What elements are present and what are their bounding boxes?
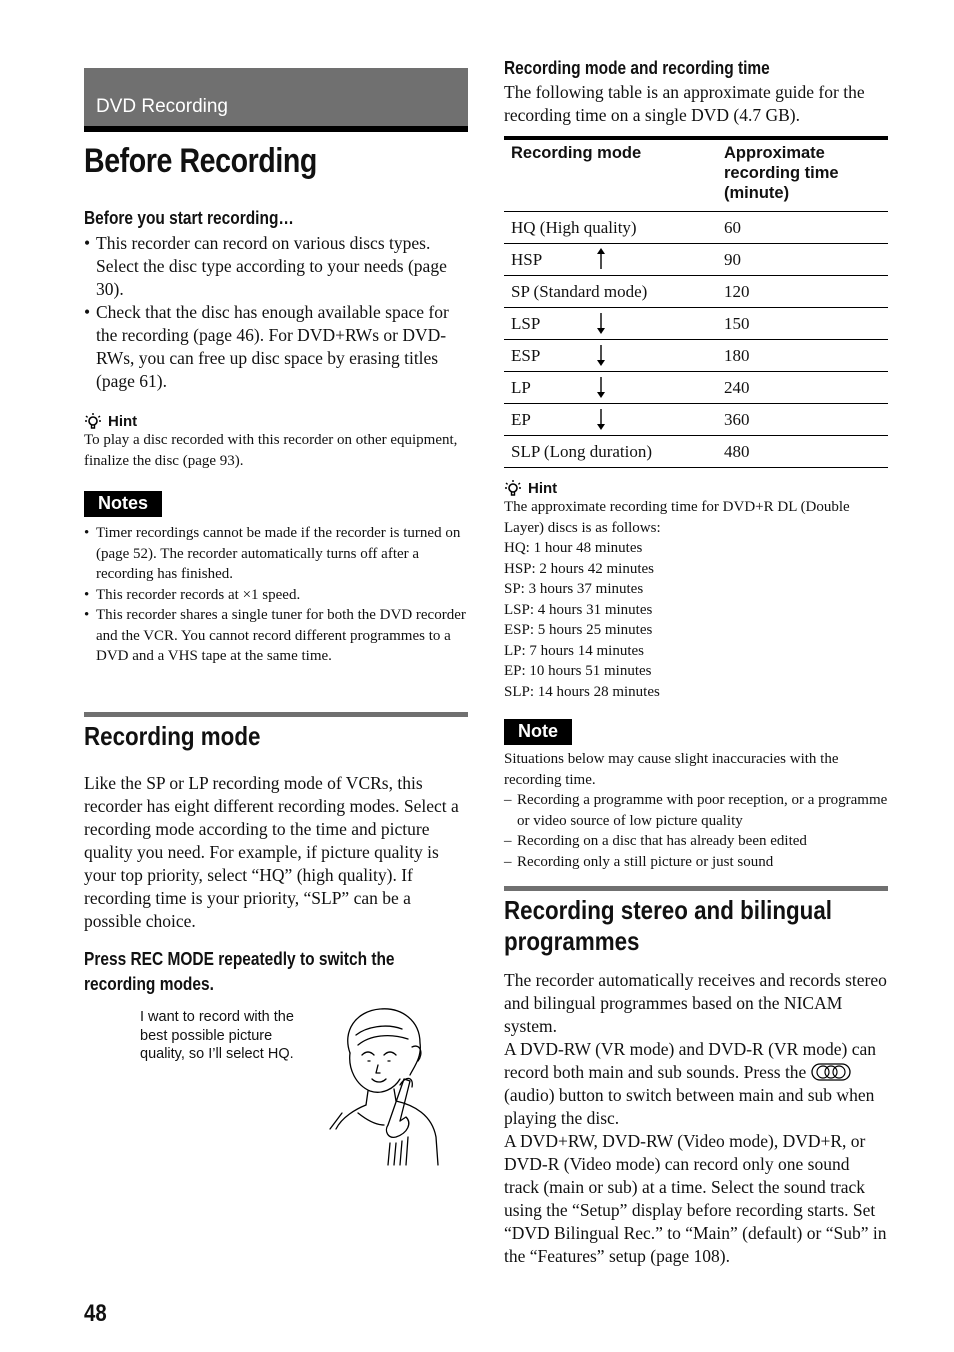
section-bar [84,68,468,132]
rec-mode-instruction: Press REC MODE repeatedly to switch the recording modes. [84,949,395,994]
dl-hint-text: The approximate recording time for DVD+R DL (Double Layer) discs is as follows: [504,499,850,536]
mode-cell [504,436,717,468]
time-cell: 240 [717,372,888,404]
stereo-p2 [504,1038,888,1130]
note-label: Note [504,719,572,745]
mode-cell [504,340,717,372]
list-item: – Recording only a still picture or just sound [504,852,888,873]
before-start-list [84,232,468,393]
time-cell: 480 [717,436,888,468]
stereo-p2-before: A DVD-RW (VR mode) and DVD-R (VR mode) can record both main and sub sounds. Press the [504,1039,876,1082]
list-item: – Recording on a disc that has already been edited [504,831,888,852]
list-item: HSP: 2 hours 42 minutes [504,560,655,577]
mode-label: LP [511,377,531,397]
section-label: DVD Recording [96,96,228,117]
col-header-mode: Recording mode [504,138,717,212]
mode-label: SP (Standard mode) [511,281,648,301]
recording-mode-section [84,712,468,997]
time-cell: 360 [717,404,888,436]
list-item: • Timer recordings cannot be made if the recorder is turned on (page 52). The recorder automatically turns off after a recording has finished. [84,523,468,585]
stereo-p1: The recorder automatically receives and records stereo and bilingual programmes based on the NICAM system. [504,970,887,1036]
table-row [504,404,888,436]
list-item: HQ: 1 hour 48 minutes [504,540,643,556]
list-item: • This recorder can record on various discs types. Select the disc type according to your needs (page 30). [84,232,468,301]
arrow-down-icon [596,408,606,430]
hint-label: Hint [108,412,138,430]
before-start-section [84,208,468,667]
table-row [504,436,888,468]
table-row [504,276,888,308]
page-number: 48 [84,1300,107,1327]
list-item: SP: 3 hours 37 minutes [504,581,644,597]
table-row [504,340,888,372]
time-cell: 180 [717,340,888,372]
table-row [504,372,888,404]
mode-label: EP [511,409,531,429]
table-row [504,212,888,244]
mode-label: HSP [511,249,543,269]
speech-text: I want to record with the best possible picture quality, so I’ll select HQ. [140,1009,294,1062]
before-start-heading: Before you start recording… [84,208,294,228]
list-item: – Recording a programme with poor reception, or a programme or video source of low picture quality [504,790,888,831]
arrow-down-icon [596,376,606,398]
mode-label: ESP [511,345,541,365]
page-title: Before Recording [84,142,317,180]
arrow-down-icon [596,344,606,366]
hint-header [504,479,888,497]
notes-label: Notes [84,491,162,517]
stereo-p3: A DVD+RW, DVD-RW (Video mode), DVD+R, or DVD-R (Video mode) can record only one sound track (main or sub) at a time. Select the sound track using the “Setup” display before recording starts. Set “DVD Bilingual Rec.” to “Main” (default) or “Sub” in the “Features” setup (page 108). [504,1131,887,1266]
table-row [504,244,888,276]
list-item: ESP: 5 hours 25 minutes [504,622,653,638]
mode-cell [504,404,717,436]
recording-mode-body: Like the SP or LP recording mode of VCRs, this recorder has eight different recording modes. Select a recording mode according to the time and picture quality you need. For example, if picture quality is your top priority, select “HQ” (high quality). If recording time is your priority, “SLP” can be a possible choice. [84,773,459,931]
stereo-heading: Recording stereo and bilingual programmes [504,895,832,956]
mode-label: HQ (High quality) [511,217,637,237]
table-row [504,308,888,340]
audio-button-icon [811,1063,851,1081]
hint-label: Hint [528,479,558,497]
mode-cell [504,372,717,404]
table-header-row [504,138,888,212]
note-intro: Situations below may cause slight inaccuracies with the recording time. [504,751,839,788]
stereo-section [504,886,888,1268]
list-item: LP: 7 hours 14 minutes [504,642,645,659]
hint-bulb-icon [504,479,522,497]
list-item: • Check that the disc has enough available space for the recording (page 46). For DVD+RWs or DVD-RWs, you can free up disc space by erasing titles (page 61). [84,301,468,393]
list-item: • This recorder shares a single tuner for both the DVD recorder and the VCR. You cannot record different programmes to a DVD and a VHS tape at the same time. [84,605,468,667]
time-cell: 150 [717,308,888,340]
mode-cell [504,212,717,244]
recording-time-heading: Recording mode and recording time [504,58,770,78]
mode-label: LSP [511,313,541,333]
hint-bulb-icon [84,412,102,430]
mode-cell [504,244,717,276]
mode-cell [504,308,717,340]
recording-time-table [504,136,888,468]
note-list [504,790,888,872]
hint-header [84,412,468,430]
time-cell: 90 [717,244,888,276]
stereo-p2-after: (audio) button to switch between main and sub when playing the disc. [504,1085,875,1128]
hint-text: To play a disc recorded with this recorder on other equipment, finalize the disc (page 93). [84,432,458,469]
list-item: SLP: 14 hours 28 minutes [504,683,660,700]
mode-cell [504,276,717,308]
recording-time-intro: The following table is an approximate guide for the recording time on a single DVD (4.7 GB). [504,82,865,125]
list-item: LSP: 4 hours 31 minutes [504,601,653,618]
list-item: EP: 10 hours 51 minutes [504,663,652,679]
recording-mode-heading: Recording mode [84,721,261,751]
person-illustration [328,1005,442,1167]
time-cell: 60 [717,212,888,244]
arrow-down-icon [596,312,606,334]
notes-list [84,523,468,667]
col-header-time: Approximate recording time (minute) [717,138,888,212]
list-item: • This recorder records at ×1 speed. [84,585,468,606]
recording-time-section [504,58,888,872]
dl-times-list [504,538,888,702]
mode-label: SLP (Long duration) [511,441,653,461]
time-cell: 120 [717,276,888,308]
arrow-up-icon [596,248,606,270]
